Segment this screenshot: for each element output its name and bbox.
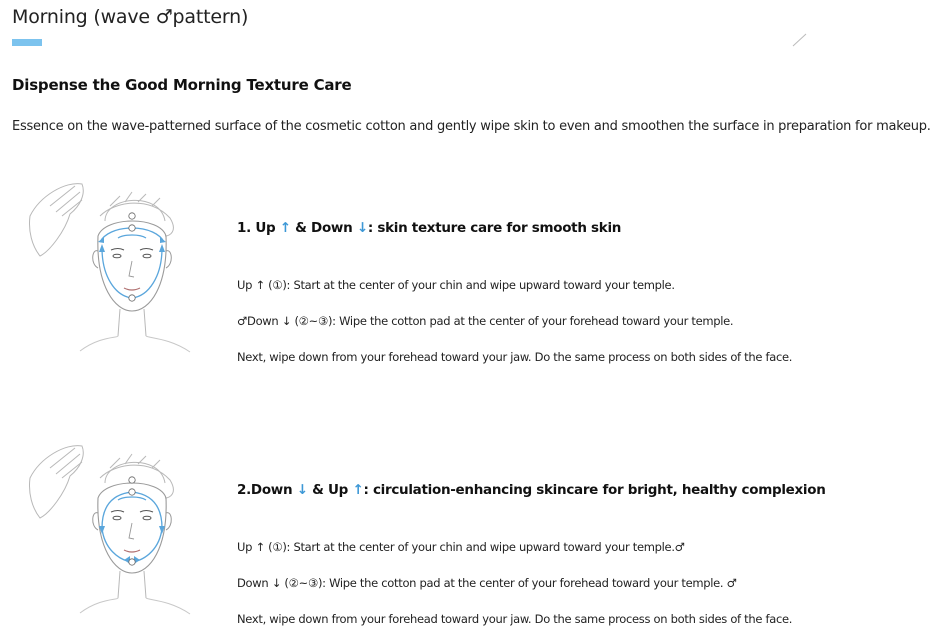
title-accent-bar xyxy=(12,39,42,46)
section-intro: Essence on the wave-patterned surface of the cosmetic cotton and gently wipe skin to even and smoothen the surface in preparation for makeup. xyxy=(12,119,931,134)
step-2-line-3: Next, wipe down from your forehead toward your jaw. Do the same process on both sides of the face. xyxy=(237,612,793,626)
step-1-heading-mid: & Down xyxy=(290,220,353,236)
step-1-heading-suffix: : skin texture care for smooth skin xyxy=(367,220,622,236)
step-2-heading-mid: & Up xyxy=(307,482,349,498)
step-2-up-arrow-icon: ↑ xyxy=(352,482,364,498)
step-2-heading-suffix: : circulation-enhancing skincare for bright, healthy complexion xyxy=(363,482,826,498)
step-2-heading xyxy=(237,482,826,498)
step-1-up-arrow-icon: ↑ xyxy=(279,220,291,236)
section-subtitle: Dispense the Good Morning Texture Care xyxy=(12,76,352,94)
page-title: Morning (wave ♂pattern) xyxy=(12,6,249,28)
step-1-line-1: Up ↑ (①): Start at the center of your chin and wipe upward toward your temple. xyxy=(237,278,675,292)
step-1-line-3: Next, wipe down from your forehead toward your jaw. Do the same process on both sides of the face. xyxy=(237,350,793,364)
step-2-down-arrow-icon: ↓ xyxy=(296,482,308,498)
step-1-heading-prefix: 1. Up xyxy=(237,220,276,236)
corner-slash-icon xyxy=(791,32,807,48)
step-1-heading xyxy=(237,220,621,236)
step-1-down-arrow-icon: ↓ xyxy=(356,220,368,236)
step-2-line-2: Down ↓ (②~③): Wipe the cotton pad at the center of your forehead toward your temple. ♂ xyxy=(237,576,737,590)
face-illustration-step-2 xyxy=(20,438,198,628)
step-2-line-1: Up ↑ (①): Start at the center of your chin and wipe upward toward your temple.♂ xyxy=(237,540,685,554)
step-2-heading-prefix: 2.Down xyxy=(237,482,293,498)
step-1-line-2: ♂Down ↓ (②~③): Wipe the cotton pad at the center of your forehead toward your temple. xyxy=(237,314,734,328)
face-illustration-step-1 xyxy=(20,176,198,366)
